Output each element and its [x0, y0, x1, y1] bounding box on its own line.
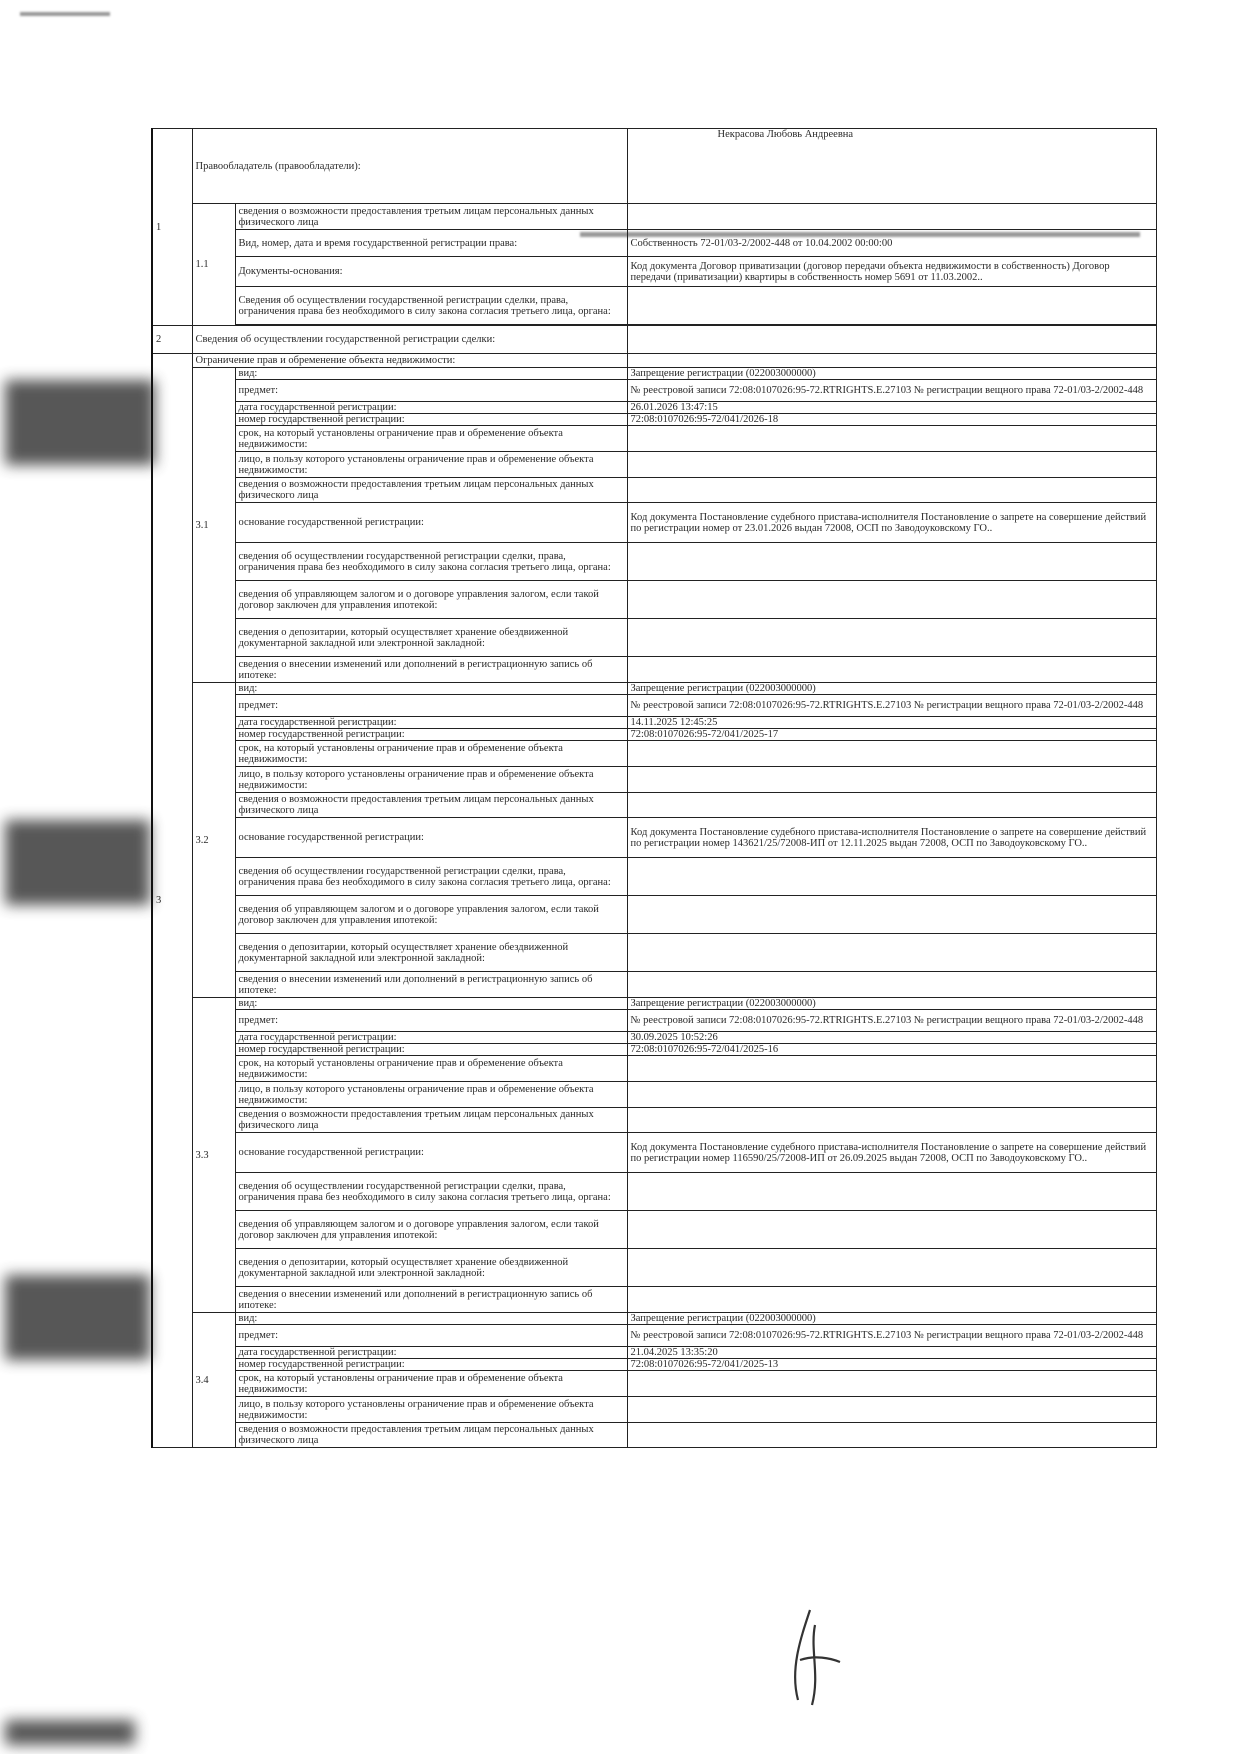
encumbrance-number: 3.3: [192, 998, 235, 1313]
deal-value: [627, 326, 1156, 354]
field-value: [627, 1108, 1156, 1133]
field-label: предмет:: [235, 1325, 627, 1347]
field-label: основание государственной регистрации:: [235, 1133, 627, 1173]
field-value: [627, 1397, 1156, 1423]
field-value: № реестровой записи 72:08:0107026:95-72.RTRIGHTS.E.27103 № регистрации вещного права 72-01/03-2/2002-448: [627, 1010, 1156, 1032]
encumbrance-3-1-depositary-row: [152, 619, 1156, 657]
field-value: Код документа Постановление судебного пристава-исполнителя Постановление о запрете на совершение действий по регистрации номер от 23.01.2026 выдан 72008, ОСП по Заводоуковскому ГО..: [627, 503, 1156, 543]
holder-consent-row: [152, 204, 1156, 230]
field-value: [627, 1211, 1156, 1249]
holder-consent-label: сведения о возможности предоставления третьим лицам персональных данных физического лица: [235, 204, 627, 230]
field-label: сведения о депозитарии, который осуществляет хранение обездвиженной документарной закладной или электронной закладной:: [235, 934, 627, 972]
encumbrance-3-3-person-row: [152, 1082, 1156, 1108]
encumbrance-header: Ограничение прав и обременение объекта недвижимости:: [192, 354, 627, 368]
field-label: номер государственной регистрации:: [235, 1044, 627, 1056]
field-label: номер государственной регистрации:: [235, 1359, 627, 1371]
encumbrance-3-4-kind-row: [152, 1313, 1156, 1325]
field-value: Код документа Постановление судебного пристава-исполнителя Постановление о запрете на совершение действий по регистрации номер 143621/25/72008-ИП от 12.11.2025 выдан 72008, ОСП по Заводоуковскому ГО..: [627, 818, 1156, 858]
encumbrance-3-2-date-row: [152, 717, 1156, 729]
field-value: [627, 934, 1156, 972]
encumbrance-3-2-consent-row: [152, 793, 1156, 818]
no-consent-label: Сведения об осуществлении государственной регистрации сделки, права, ограничения права без необходимого в силу закона согласия третьего лица, органа:: [235, 287, 627, 325]
encumbrance-3-3-depositary-row: [152, 1249, 1156, 1287]
field-value: 72:08:0107026:95-72/041/2025-13: [627, 1359, 1156, 1371]
encumbrance-3-2-term-row: [152, 741, 1156, 767]
field-label: сведения о депозитарии, который осуществляет хранение обездвиженной документарной закладной или электронной закладной:: [235, 1249, 627, 1287]
encumbrance-3-2-basis-row: [152, 818, 1156, 858]
right-value: Собственность 72-01/03-2/2002-448 от 10.04.2002 00:00:00: [627, 230, 1156, 257]
field-value: 30.09.2025 10:52:26: [627, 1032, 1156, 1044]
right-row: [152, 230, 1156, 257]
field-label: срок, на который установлены ограничение прав и обременение объекта недвижимости:: [235, 426, 627, 452]
deal-row: [152, 326, 1156, 354]
field-value: 72:08:0107026:95-72/041/2026-18: [627, 414, 1156, 426]
field-value: [627, 1423, 1156, 1448]
holder-value: Некрасова Любовь Андреевна: [627, 129, 1156, 204]
field-value: [627, 478, 1156, 503]
encumbrance-3-3-subject-row: [152, 1010, 1156, 1032]
field-label: сведения об осуществлении государственной регистрации сделки, права, ограничения права без необходимого в силу закона согласия третьего лица, органа:: [235, 1173, 627, 1211]
field-value: [627, 741, 1156, 767]
field-label: сведения о возможности предоставления третьим лицам персональных данных физического лица: [235, 478, 627, 503]
section-number-1: 1: [152, 129, 192, 326]
field-value: [627, 793, 1156, 818]
encumbrance-3-1-person-row: [152, 452, 1156, 478]
field-label: номер государственной регистрации:: [235, 729, 627, 741]
encumbrance-3-1-term-row: [152, 426, 1156, 452]
field-label: вид:: [235, 368, 627, 380]
encumbrance-3-3-no-consent-row: [152, 1173, 1156, 1211]
holder-label: Правообладатель (правообладатели):: [192, 129, 627, 204]
field-value: [627, 581, 1156, 619]
registry-extract-table: [151, 128, 1157, 1448]
field-label: дата государственной регистрации:: [235, 1032, 627, 1044]
encumbrance-3-2-depositary-row: [152, 934, 1156, 972]
encumbrance-3-3-consent-row: [152, 1108, 1156, 1133]
field-label: срок, на который установлены ограничение прав и обременение объекта недвижимости:: [235, 1371, 627, 1397]
encumbrance-3-1-subject-row: [152, 380, 1156, 402]
field-label: сведения о внесении изменений или дополнений в регистрационную запись об ипотеке:: [235, 1287, 627, 1313]
field-label: лицо, в пользу которого установлены ограничение прав и обременение объекта недвижимости:: [235, 1397, 627, 1423]
encumbrance-3-1-pledge-manager-row: [152, 581, 1156, 619]
encumbrance-3-1-basis-row: [152, 503, 1156, 543]
field-value: [627, 543, 1156, 581]
encumbrance-3-3-date-row: [152, 1032, 1156, 1044]
encumbrance-3-1-kind-row: [152, 368, 1156, 380]
field-value: Запрещение регистрации (022003000000): [627, 368, 1156, 380]
holder-consent-value: [627, 204, 1156, 230]
encumbrance-header-row: [152, 354, 1156, 368]
field-value: [627, 1287, 1156, 1313]
field-value: № реестровой записи 72:08:0107026:95-72.RTRIGHTS.E.27103 № регистрации вещного права 72-01/03-2/2002-448: [627, 695, 1156, 717]
field-value: [627, 452, 1156, 478]
field-value: [627, 1056, 1156, 1082]
deal-label: Сведения об осуществлении государственной регистрации сделки:: [192, 326, 627, 354]
field-label: вид:: [235, 683, 627, 695]
encumbrance-3-1-date-row: [152, 402, 1156, 414]
field-value: 14.11.2025 12:45:25: [627, 717, 1156, 729]
field-label: сведения об управляющем залогом и о договоре управления залогом, если такой договор заключен для управления ипотекой:: [235, 581, 627, 619]
docs-label: Документы-основания:: [235, 257, 627, 287]
encumbrance-3-1-number-row: [152, 414, 1156, 426]
encumbrance-3-2-no-consent-row: [152, 858, 1156, 896]
field-label: сведения об управляющем залогом и о договоре управления залогом, если такой договор заключен для управления ипотекой:: [235, 1211, 627, 1249]
field-label: сведения о возможности предоставления третьим лицам персональных данных физического лица: [235, 1423, 627, 1448]
field-label: сведения о возможности предоставления третьим лицам персональных данных физического лица: [235, 793, 627, 818]
field-value: [627, 1371, 1156, 1397]
field-value: [627, 972, 1156, 998]
field-value: [627, 657, 1156, 683]
field-label: основание государственной регистрации:: [235, 818, 627, 858]
encumbrance-header-value: [627, 354, 1156, 368]
field-label: предмет:: [235, 1010, 627, 1032]
encumbrance-3-1-no-consent-row: [152, 543, 1156, 581]
field-value: 72:08:0107026:95-72/041/2025-17: [627, 729, 1156, 741]
encumbrance-3-3-kind-row: [152, 998, 1156, 1010]
encumbrance-3-1-changes-row: [152, 657, 1156, 683]
field-label: сведения об управляющем залогом и о договоре управления залогом, если такой договор заключен для управления ипотекой:: [235, 896, 627, 934]
encumbrance-number: 3.2: [192, 683, 235, 998]
encumbrance-3-2-person-row: [152, 767, 1156, 793]
scan-smudge: [5, 1720, 135, 1745]
scan-smudge: [5, 380, 155, 465]
field-label: сведения о внесении изменений или дополнений в регистрационную запись об ипотеке:: [235, 657, 627, 683]
field-label: номер государственной регистрации:: [235, 414, 627, 426]
encumbrance-3-4-consent-row: [152, 1423, 1156, 1448]
scan-smudge: [5, 820, 150, 905]
field-label: лицо, в пользу которого установлены ограничение прав и обременение объекта недвижимости:: [235, 1082, 627, 1108]
field-value: [627, 1082, 1156, 1108]
field-label: дата государственной регистрации:: [235, 717, 627, 729]
field-value: [627, 1249, 1156, 1287]
field-value: Запрещение регистрации (022003000000): [627, 683, 1156, 695]
field-label: основание государственной регистрации:: [235, 503, 627, 543]
scan-smudge: [5, 1275, 150, 1360]
encumbrance-3-2-changes-row: [152, 972, 1156, 998]
encumbrance-number: 3.1: [192, 368, 235, 683]
encumbrance-3-3-pledge-manager-row: [152, 1211, 1156, 1249]
field-value: [627, 619, 1156, 657]
field-value: Запрещение регистрации (022003000000): [627, 1313, 1156, 1325]
field-label: сведения об осуществлении государственной регистрации сделки, права, ограничения права без необходимого в силу закона согласия третьего лица, органа:: [235, 543, 627, 581]
section-number-2: 2: [152, 326, 192, 354]
encumbrance-3-3-term-row: [152, 1056, 1156, 1082]
no-consent-row: [152, 287, 1156, 325]
section-number-3: 3: [152, 354, 192, 1448]
encumbrance-3-3-number-row: [152, 1044, 1156, 1056]
field-label: сведения о внесении изменений или дополнений в регистрационную запись об ипотеке:: [235, 972, 627, 998]
docs-row: [152, 257, 1156, 287]
encumbrance-3-4-date-row: [152, 1347, 1156, 1359]
field-label: вид:: [235, 998, 627, 1010]
field-label: лицо, в пользу которого установлены ограничение прав и обременение объекта недвижимости:: [235, 452, 627, 478]
encumbrance-3-4-number-row: [152, 1359, 1156, 1371]
field-value: [627, 858, 1156, 896]
field-value: № реестровой записи 72:08:0107026:95-72.RTRIGHTS.E.27103 № регистрации вещного права 72-01/03-2/2002-448: [627, 380, 1156, 402]
field-value: [627, 426, 1156, 452]
encumbrance-3-4-person-row: [152, 1397, 1156, 1423]
field-label: лицо, в пользу которого установлены ограничение прав и обременение объекта недвижимости:: [235, 767, 627, 793]
field-label: сведения о депозитарии, который осуществляет хранение обездвиженной документарной закладной или электронной закладной:: [235, 619, 627, 657]
field-value: 26.01.2026 13:47:15: [627, 402, 1156, 414]
encumbrance-3-2-subject-row: [152, 695, 1156, 717]
field-label: срок, на который установлены ограничение прав и обременение объекта недвижимости:: [235, 741, 627, 767]
field-value: 72:08:0107026:95-72/041/2025-16: [627, 1044, 1156, 1056]
field-value: [627, 767, 1156, 793]
field-value: 21.04.2025 13:35:20: [627, 1347, 1156, 1359]
field-value: Запрещение регистрации (022003000000): [627, 998, 1156, 1010]
field-value: [627, 1173, 1156, 1211]
encumbrance-3-4-subject-row: [152, 1325, 1156, 1347]
right-label: Вид, номер, дата и время государственной регистрации права:: [235, 230, 627, 257]
field-label: вид:: [235, 1313, 627, 1325]
encumbrance-3-3-basis-row: [152, 1133, 1156, 1173]
field-value: № реестровой записи 72:08:0107026:95-72.RTRIGHTS.E.27103 № регистрации вещного права 72-01/03-2/2002-448: [627, 1325, 1156, 1347]
subsection-number-1-1: 1.1: [192, 204, 235, 326]
encumbrance-number: 3.4: [192, 1313, 235, 1448]
field-label: предмет:: [235, 695, 627, 717]
handwritten-signature: [770, 1600, 860, 1710]
field-value: Код документа Постановление судебного пристава-исполнителя Постановление о запрете на совершение действий по регистрации номер 116590/25/72008-ИП от 26.09.2025 выдан 72008, ОСП по Заводоуковскому ГО..: [627, 1133, 1156, 1173]
field-label: дата государственной регистрации:: [235, 1347, 627, 1359]
field-label: дата государственной регистрации:: [235, 402, 627, 414]
field-label: предмет:: [235, 380, 627, 402]
docs-value: Код документа Договор приватизации (договор передачи объекта недвижимости в собственность) Договор передачи (приватизации) квартиры в собственность номер 5691 от 11.03.2002..: [627, 257, 1156, 287]
encumbrance-3-3-changes-row: [152, 1287, 1156, 1313]
no-consent-value: [627, 287, 1156, 325]
scan-mark-top: [20, 12, 110, 16]
field-label: сведения об осуществлении государственной регистрации сделки, права, ограничения права без необходимого в силу закона согласия третьего лица, органа:: [235, 858, 627, 896]
holder-row: [152, 129, 1156, 204]
encumbrance-3-4-term-row: [152, 1371, 1156, 1397]
field-value: [627, 896, 1156, 934]
encumbrance-3-1-consent-row: [152, 478, 1156, 503]
field-label: сведения о возможности предоставления третьим лицам персональных данных физического лица: [235, 1108, 627, 1133]
registry-table-body: [152, 129, 1156, 1448]
field-label: срок, на который установлены ограничение прав и обременение объекта недвижимости:: [235, 1056, 627, 1082]
encumbrance-3-2-number-row: [152, 729, 1156, 741]
encumbrance-3-2-pledge-manager-row: [152, 896, 1156, 934]
encumbrance-3-2-kind-row: [152, 683, 1156, 695]
